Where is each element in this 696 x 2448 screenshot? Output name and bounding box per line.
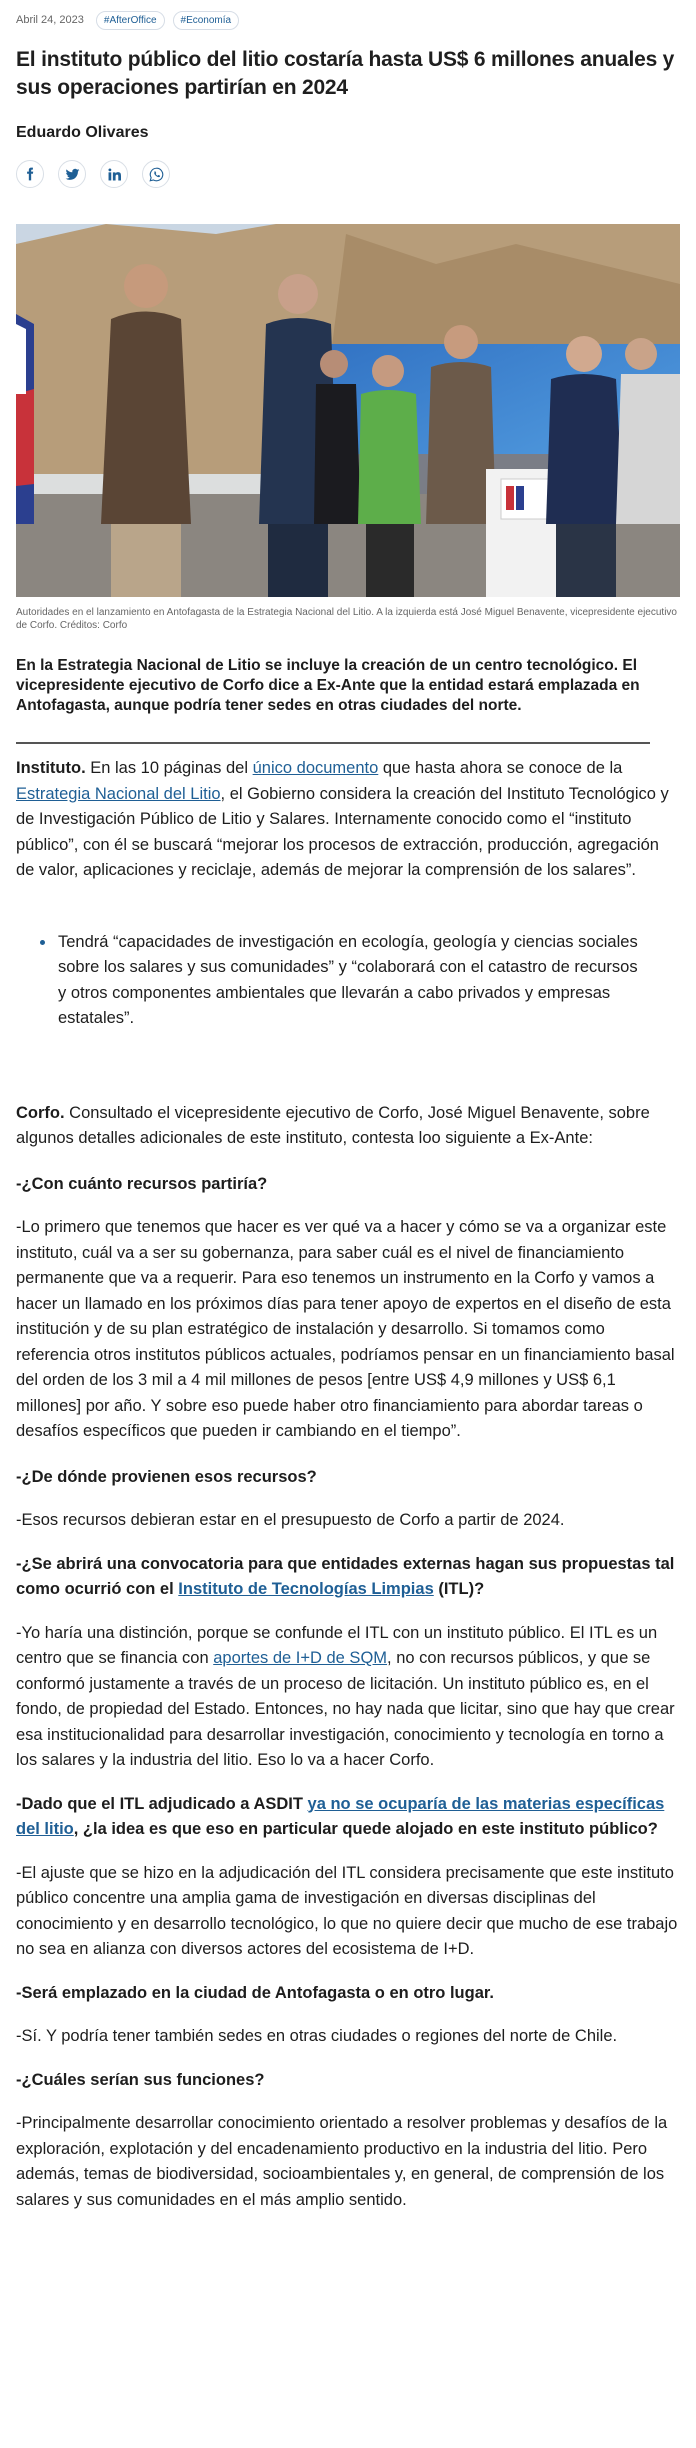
question-6: -¿Cuáles serían sus funciones? [16, 2070, 265, 2089]
bullet-marker [40, 940, 45, 945]
answer-4: -El ajuste que se hizo en la adjudicación del ITL considera precisamente que este instituto público concentre una amplia gama de investigación en diversas disciplinas del conocimiento y en desarrollo tecnológico, lo que no quiere decir que mucho de ese trabajo no sea en alianza con diversos actores del ecosistema de I+D. [16, 1863, 678, 1958]
share-bar [16, 160, 680, 188]
paragraph-lead-label: Corfo. [16, 1103, 65, 1122]
whatsapp-icon [149, 167, 164, 182]
question-text: -Dado que el ITL adjudicado a ASDIT [16, 1794, 308, 1813]
paragraph-text: Consultado el vicepresidente ejecutivo de Corfo, José Miguel Benavente, sobre algunos detalles adicionales de este instituto, contesta loo siguiente a Ex-Ante: [16, 1103, 650, 1147]
question-text: , ¿la idea es que eso en particular quede alojado en este instituto público? [73, 1820, 658, 1838]
link-materias-especificas-litio[interactable]: ya no se ocuparía de las materias específicas del litio [16, 1794, 665, 1838]
hero-caption: Autoridades en el lanzamiento en Antofagasta de la Estrategia Nacional del Litio. A la izquierda está José Miguel Benavente, vicepresidente ejecutivo de Corfo. Créditos: Corfo [16, 607, 677, 631]
paragraph-text: , el Gobierno considera la creación del Instituto Tecnológico y de Investigación Público de Litio y Salares. Internamente conocido como el “instituto público”, con él se buscará “mejorar los procesos de extracción, producción, agregación de valor, aplicaciones y reciclaje, además de mejorar la comprensión de los salares”. [16, 784, 669, 879]
hero-photo-illustration [16, 224, 680, 597]
question-text: -¿Se abrirá una convocatoria para que entidades externas hagan sus propuestas tal como ocurrió con el [16, 1554, 675, 1598]
answer-text: , no con recursos públicos, y que se conformó justamente a través de un proceso de licitación. Un instituto público es, en el fondo, de propiedad del Estado. Entonces, no hay nada que licitar, sino que hay que crear esa institucionalidad para desarrollar investigación, conocimiento y tecnología en torno a los salares y la industria del litio. Eso lo va a hacer Corfo. [16, 1649, 675, 1769]
paragraph-text: En las 10 páginas del [85, 759, 253, 777]
article-body [16, 756, 680, 2213]
question-2: -¿De dónde provienen esos recursos? [16, 1467, 317, 1486]
linkedin-icon [108, 168, 121, 181]
answer-text: -Yo haría una distinción, porque se confunde el ITL con un instituto público. El ITL es un centro que se financia con [16, 1623, 658, 1667]
question-3 [16, 1552, 680, 1603]
bullet-list [16, 930, 680, 1032]
paragraph-corfo [16, 1101, 680, 1152]
question-4 [16, 1792, 680, 1843]
link-estrategia-nacional[interactable]: Estrategia Nacional del Litio [16, 784, 221, 803]
question-1: -¿Con cuánto recursos partiría? [16, 1174, 268, 1193]
answer-2: -Esos recursos debieran estar en el presupuesto de Corfo a partir de 2024. [16, 1511, 565, 1529]
share-linkedin-button[interactable] [100, 160, 128, 188]
answer-3 [16, 1621, 680, 1774]
publish-date: Abril 24, 2023 [16, 14, 84, 26]
answer-6: -Principalmente desarrollar conocimiento orientado a resolver problemas y desafíos de la exploración, explotación y del encadenamiento productivo en la industria del litio. Pero además, temas de biodiversidad, socioambientales y, en general, de comprensión de los salares y sus comunidades en el más amplio sentido. [16, 2114, 668, 2209]
question-5: -Será emplazado en la ciudad de Antofagasta o en otro lugar. [16, 1983, 494, 2002]
link-unico-documento[interactable]: único documento [252, 759, 379, 777]
share-whatsapp-button[interactable] [142, 160, 170, 188]
question-text: (ITL)? [433, 1580, 485, 1598]
article-headline: El instituto público del litio costaría hasta US$ 6 millones anuales y sus operaciones partirían en 2024 [16, 48, 675, 99]
hero-photo [16, 224, 680, 597]
facebook-icon [23, 167, 37, 181]
tag-afteroffice[interactable]: #AfterOffice [96, 11, 165, 30]
tag-economia[interactable]: #Economía [173, 11, 240, 30]
author-name[interactable]: Eduardo Olivares [16, 124, 149, 141]
paragraph-lead-label: Instituto. [16, 759, 86, 777]
lead-divider [16, 742, 650, 744]
link-aportes-sqm[interactable]: aportes de I+D de SQM [213, 1649, 388, 1667]
answer-5: -Sí. Y podría tener también sedes en otras ciudades o regiones del norte de Chile. [16, 2027, 618, 2045]
link-instituto-tecnologias-limpias[interactable]: Instituto de Tecnologías Limpias [178, 1580, 434, 1598]
share-facebook-button[interactable] [16, 160, 44, 188]
article-lead: En la Estrategia Nacional de Litio se incluye la creación de un centro tecnológico. El vicepresidente ejecutivo de Corfo dice a Ex-Ante que la entidad estará emplazada en Antofagasta, aunque podría tener sedes en otras ciudades del norte. [16, 657, 640, 714]
share-twitter-button[interactable] [58, 160, 86, 188]
answer-1: -Lo primero que tenemos que hacer es ver qué va a hacer y cómo se va a organizar este instituto, cuál va a ser su gobernanza, para saber cuál es el nivel de financiamiento permanente que va a requerir. Para eso tenemos un instrumento en la Corfo y vamos a hacer un llamado en los próximos días para tener apoyo de expertos en el diseño de esta institución y de su plan estratégico de instalación y desarrollo. Si tomamos como referencia otros institutos públicos actuales, podríamos pensar en un financiamiento basal del orden de los 3 mil a 4 mil millones de pesos [entre US$ 4,9 millones y US$ 6,1 millones] por año. Y sobre eso puede haber otro financiamiento para abordar tareas o desafíos específicos que pueden ir cambiando en el tiempo”. [16, 1218, 675, 1440]
article-meta [16, 0, 680, 32]
paragraph-instituto [16, 756, 680, 884]
paragraph-text: que hasta ahora se conoce de la [378, 759, 623, 777]
twitter-icon [65, 167, 80, 182]
bullet-item: Tendrá “capacidades de investigación en ecología, geología y ciencias sociales sobre los salares y sus comunidades” y “colaborará con el catastro de recursos y otros componentes ambientales que llevarán a cabo privados y empresas estatales”. [58, 932, 638, 1027]
